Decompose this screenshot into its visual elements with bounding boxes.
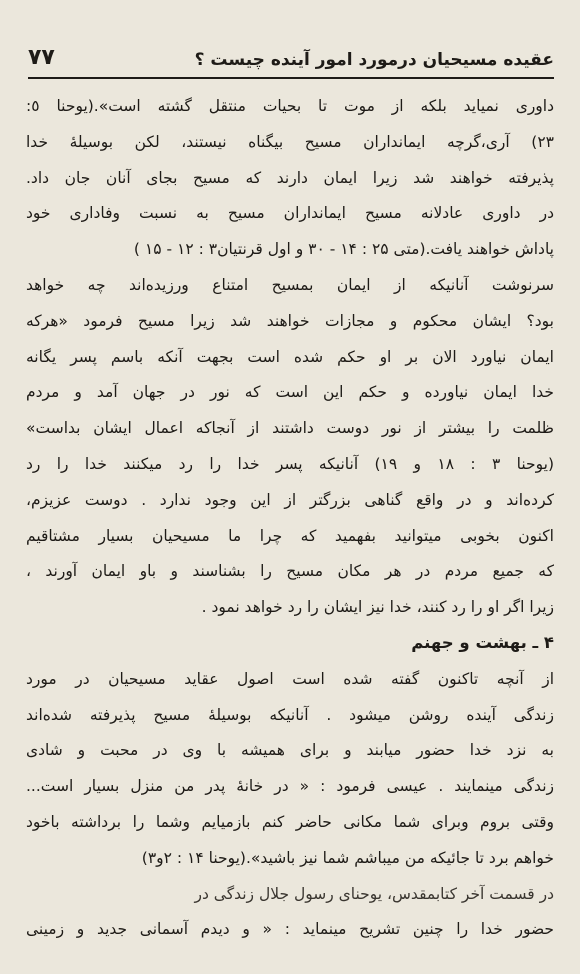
text-line: کرده‌اند و در واقع گناهی بزرگتر از این وجود ندارد . دوست عزیزم، (26, 490, 554, 509)
text-line: حضور خدا را چنین تشریح مینماید : « و دیدم آسمانی جدید و زمینی (26, 920, 554, 939)
text-line: اکنون بخوبی میتوانید بفهمید که چرا ما مسیحیان بسیار مشتاقیم (26, 526, 554, 545)
text-line: زندگی مینمایند . عیسی فرمود : « در خانهٔ پدر من منزل بسیار است... (26, 777, 554, 796)
text-line: پذیرفته خواهند شد زیرا ایمان دارند که مسیح بجای آنان جان داد. (26, 168, 554, 187)
text-line: ایمان نیاورد الان بر او حکم شده است بجهت آنکه باسم پسر یگانه (26, 347, 554, 366)
text-line: بود؟ ایشان محکوم و مجازات خواهند شد زیرا مسیح فرمود «هرکه (26, 311, 554, 330)
text-line: داوری نمیاید بلکه از موت تا بحیات منتقل گشته است».(یوحنا ٥: (26, 97, 554, 115)
page-header (28, 36, 554, 70)
text-line: در قسمت آخر کتابمقدس، یوحنای رسول جلال زندگی در (194, 884, 554, 903)
text-line: زندگی آینده روشن میشود . آنانیکه بوسیلهٔ مسیح پذیرفته شده‌اند (26, 705, 554, 724)
section-heading: ۴ ـ بهشت و جهنم (411, 633, 554, 652)
running-title: عقیده مسیحیان درمورد امور آینده چیست ؟ (194, 50, 554, 70)
text-line: به نزد خدا حضور میابند و برای همیشه با وی در محبت و شادی (26, 741, 554, 760)
text-line: ۲۳) آری،گرچه ایمانداران مسیح بیگناه نیستند، لکن بوسیلهٔ خدا (26, 132, 554, 151)
text-line: خواهم برد تا جائیکه من میباشم شما نیز باشید».(یوحنا ۱۴ : ۲و۳) (141, 848, 554, 867)
text-line: خدا ایمان نیاورده و حکم این است که نور در جهان آمد و مردم (26, 383, 554, 402)
text-line: ظلمت را بیشتر از نور دوست داشتند از آنجاکه اعمال ایشان بداست» (26, 419, 554, 438)
text-line: پاداش خواهند یافت.(متی ۲۵ : ۱۴ - ۳۰ و اول قرنتیان۳ : ۱۲ - ۱۵ ) (133, 240, 554, 259)
text-line: از آنچه تاکنون گفته شده است اصول عقاید مسیحیان در مورد (26, 669, 554, 688)
text-line: زیرا اگر او را رد کنند، خدا نیز ایشان را رد خواهد نمود . (201, 598, 554, 617)
text-line: که جمیع مردم در هر مکان مسیح را بشناسند و باو ایمان آورند ، (26, 562, 554, 581)
text-line: وقتی بروم وبرای شما مکانی حاضر کنم بازمیایم وشما را برداشته باخود (26, 813, 554, 831)
text-line: در داوری عادلانه مسیح ایمانداران مسیح به نسبت وفاداری خود (26, 204, 554, 223)
page-number: ۷۷ (28, 45, 55, 70)
text-line: (یوحنا ۳ : ۱۸ و ۱۹) آنانیکه پسر خدا را رد میکنند خدا را رد (26, 455, 554, 473)
text-line: سرنوشت آنانیکه از ایمان بمسیح امتناع ورزیده‌اند چه خواهد (26, 276, 554, 294)
header-rule (28, 77, 554, 79)
